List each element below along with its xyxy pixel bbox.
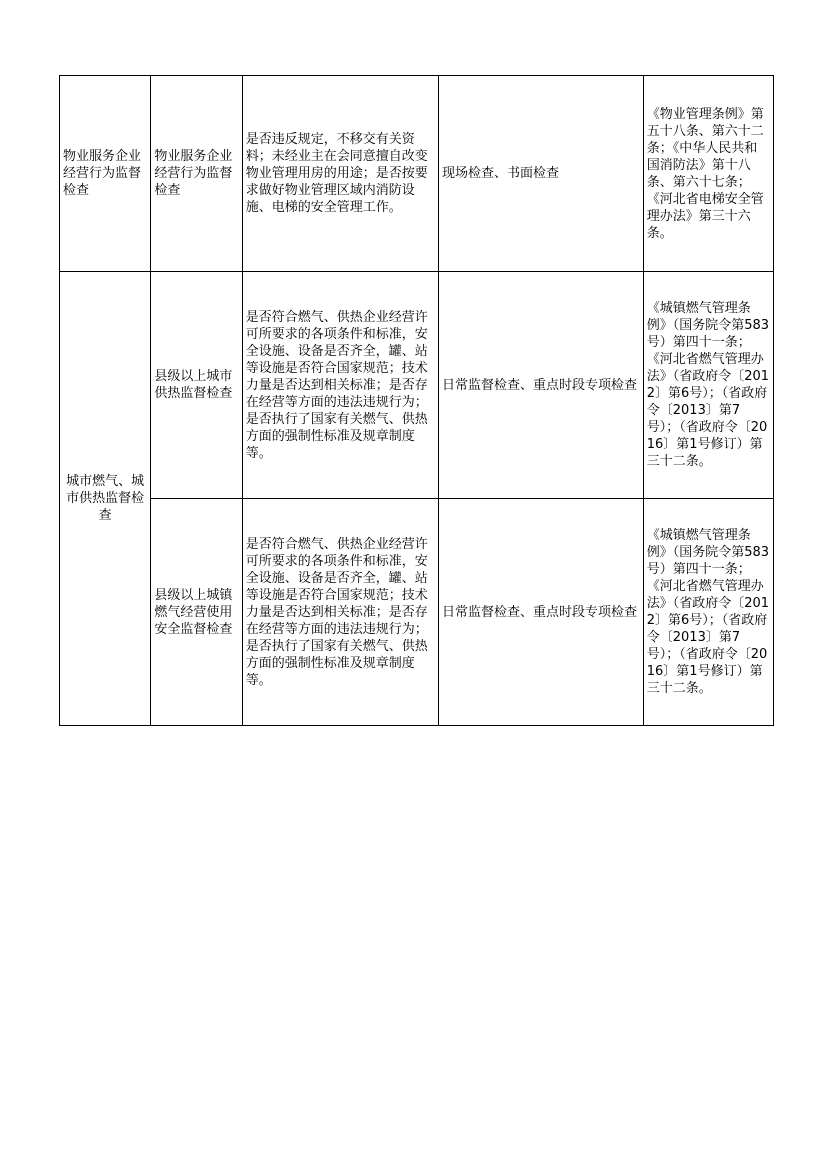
content-cell: 是否符合燃气、供热企业经营许可所要求的各项条件和标准，安全设施、设备是否齐全，罐、站等设施是否符合国家规范；技术力量是否达到相关标准；是否存在经营等方面的违法违规行为；是否执行了国家有关燃气、供热方面的强制性标准及规章制度等。 bbox=[242, 499, 438, 726]
table-row bbox=[60, 272, 774, 499]
table-row bbox=[60, 499, 774, 726]
item-cell: 县级以上城市供热监督检查 bbox=[151, 272, 242, 499]
table-row bbox=[60, 76, 774, 272]
method-cell: 日常监督检查、重点时段专项检查 bbox=[439, 272, 644, 499]
method-cell: 日常监督检查、重点时段专项检查 bbox=[439, 499, 644, 726]
content-cell: 是否违反规定，不移交有关资料；未经业主在会同意擅自改变物业管理用房的用途；是否按要求做好物业管理区域内消防设施、电梯的安全管理工作。 bbox=[242, 76, 438, 272]
basis-cell: 《城镇燃气管理条例》（国务院令第583号）第四十一条；《河北省燃气管理办法》（省政府令〔2012〕第6号）；（省政府令〔2013〕第7号）；（省政府令〔2016〕第1号修订）第三十二条。 bbox=[643, 272, 773, 499]
method-cell: 现场检查、书面检查 bbox=[439, 76, 644, 272]
basis-cell: 《物业管理条例》第五十八条、第六十二条；《中华人民共和国消防法》第十八条、第六十七条；《河北省电梯安全管理办法》第三十六条。 bbox=[643, 76, 773, 272]
category-cell: 城市燃气、城市供热监督检查 bbox=[60, 272, 151, 726]
inspection-table bbox=[59, 75, 774, 726]
category-cell: 物业服务企业经营行为监督检查 bbox=[60, 76, 151, 272]
item-cell: 县级以上城镇燃气经营使用安全监督检查 bbox=[151, 499, 242, 726]
content-cell: 是否符合燃气、供热企业经营许可所要求的各项条件和标准，安全设施、设备是否齐全，罐、站等设施是否符合国家规范；技术力量是否达到相关标准；是否存在经营等方面的违法违规行为；是否执行了国家有关燃气、供热方面的强制性标准及规章制度等。 bbox=[242, 272, 438, 499]
basis-cell: 《城镇燃气管理条例》（国务院令第583号）第四十一条；《河北省燃气管理办法》（省政府令〔2012〕第6号）；（省政府令〔2013〕第7号）；（省政府令〔2016〕第1号修订）第三十二条。 bbox=[643, 499, 773, 726]
item-cell: 物业服务企业经营行为监督检查 bbox=[151, 76, 242, 272]
